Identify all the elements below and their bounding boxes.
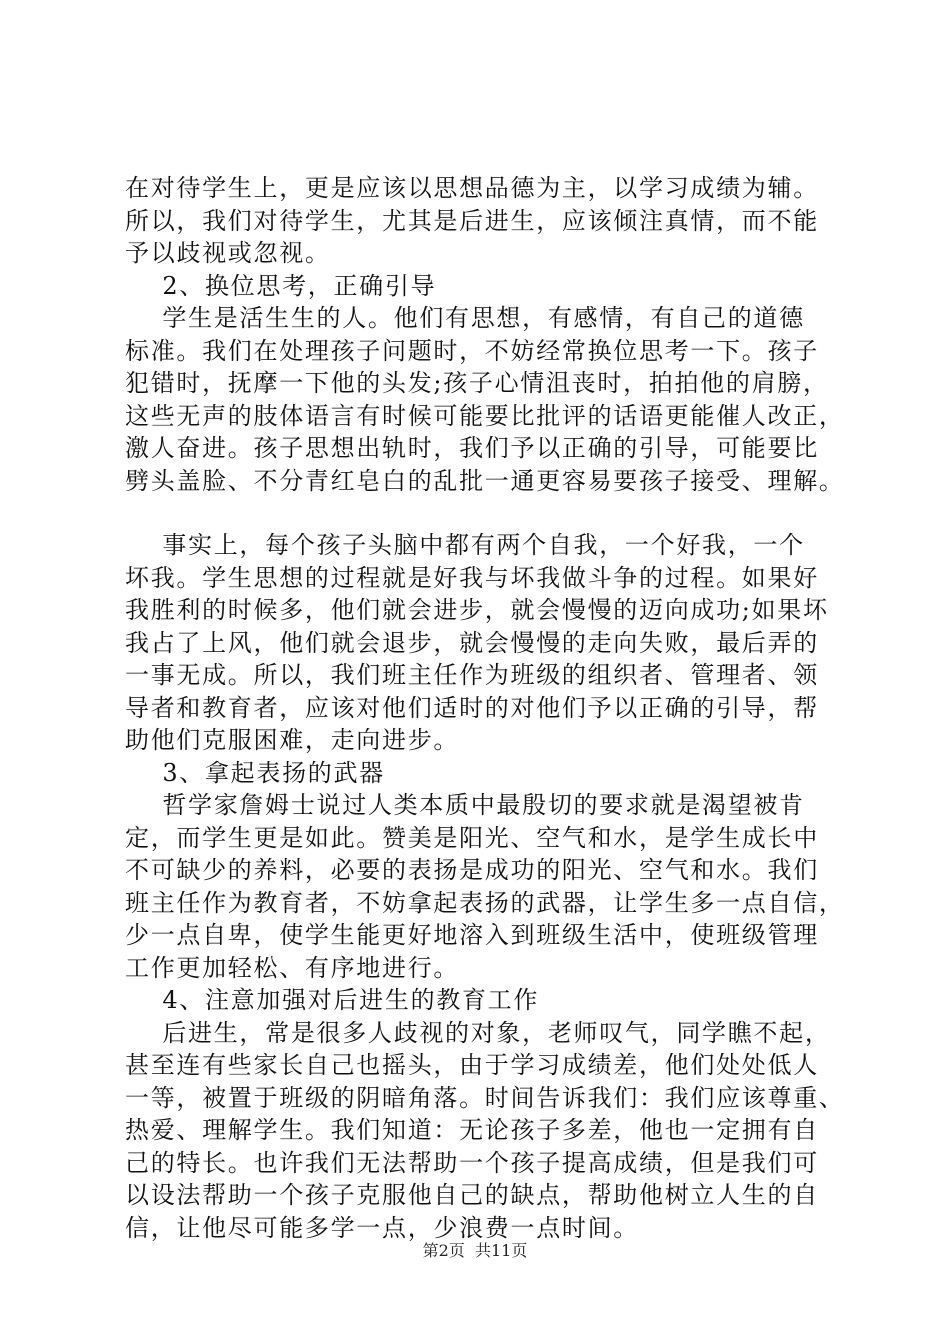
- text-line: 工作更加轻松、有序地进行。: [125, 953, 460, 982]
- text-line: 信，让他尽可能多学一点，少浪费一点时间。: [125, 1213, 639, 1242]
- section-heading-3: 3、拿起表扬的武器: [125, 758, 385, 787]
- text-line: 我胜利的时候多，他们就会进步，就会慢慢的迈向成功;如果坏: [125, 596, 829, 624]
- text-line: 少一点自卑，使学生能更好地溶入到班级生活中，使班级管理: [125, 921, 819, 949]
- text-line: 哲学家詹姆士说过人类本质中最殷切的要求就是渴望被肯: [125, 791, 805, 819]
- text-line: 事实上，每个孩子头脑中都有两个自我，一个好我，一个: [125, 531, 805, 559]
- text-line: 班主任作为教育者，不妨拿起表扬的武器，让学生多一点自信，: [125, 888, 845, 917]
- text-line: 一事无成。所以，我们班主任作为班级的组织者、管理者、领: [125, 661, 819, 689]
- paragraph-block-2: [125, 529, 845, 1244]
- text-line: 己的特长。也许我们无法帮助一个孩子提高成绩，但是我们可: [125, 1148, 819, 1177]
- text-line: 助他们克服困难，走向进步。: [125, 726, 460, 754]
- text-line: 标准。我们在处理孩子问题时，不妨经常换位思考一下。孩子: [125, 336, 819, 365]
- section-heading-4: 4、注意加强对后进生的教育工作: [125, 986, 540, 1014]
- page-number-footer: 第2页 共11页: [422, 1241, 528, 1260]
- text-line: 导者和教育者，应该对他们适时的对他们予以正确的引导，帮: [125, 693, 819, 722]
- text-line: 定，而学生更是如此。赞美是阳光、空气和水，是学生成长中: [125, 823, 819, 852]
- text-line: 犯错时，抚摩一下他的头发;孩子心情沮丧时，拍拍他的肩膀，: [125, 369, 829, 397]
- text-line: 甚至连有些家长自己也摇头，由于学习成绩差，他们处处低人: [125, 1051, 819, 1079]
- text-line: 激人奋进。孩子思想出轨时，我们予以正确的引导，可能要比: [125, 434, 819, 462]
- text-line: 热爱、理解学生。我们知道：无论孩子多差，他也一定拥有自: [125, 1116, 819, 1144]
- text-line: 学生是活生生的人。他们有思想，有感情，有自己的道德: [125, 304, 805, 332]
- text-line: 这些无声的肢体语言有时候可能要比批评的话语更能催人改正，: [125, 401, 845, 430]
- text-line: 以设法帮助一个孩子克服他自己的缺点，帮助他树立人生的自: [125, 1181, 819, 1209]
- text-line: 一等，被置于班级的阴暗角落。时间告诉我们：我们应该尊重、: [125, 1083, 845, 1112]
- text-line: 予以歧视或忽视。: [125, 239, 331, 267]
- section-heading-2: 2、换位思考，正确引导: [125, 271, 437, 300]
- text-line: 劈头盖脸、不分青红皂白的乱批一通更容易要孩子接受、理解。: [125, 466, 845, 495]
- text-line: 坏我。学生思想的过程就是好我与坏我做斗争的过程。如果好: [125, 563, 819, 592]
- text-line: 所以，我们对待学生，尤其是后进生，应该倾注真情，而不能: [125, 206, 819, 235]
- text-line: 我占了上风，他们就会退步，就会慢慢的走向失败，最后弄的: [125, 628, 819, 657]
- paragraph-block-1: [125, 172, 845, 497]
- text-line: 在对待学生上，更是应该以思想品德为主，以学习成绩为辅。: [125, 174, 819, 202]
- text-line: 后进生，常是很多人歧视的对象，老师叹气，同学瞧不起，: [125, 1018, 831, 1047]
- document-body: [125, 172, 845, 1244]
- text-line: 不可缺少的养料，必要的表扬是成功的阳光、空气和水。我们: [125, 856, 819, 884]
- paragraph-spacer: [125, 497, 845, 529]
